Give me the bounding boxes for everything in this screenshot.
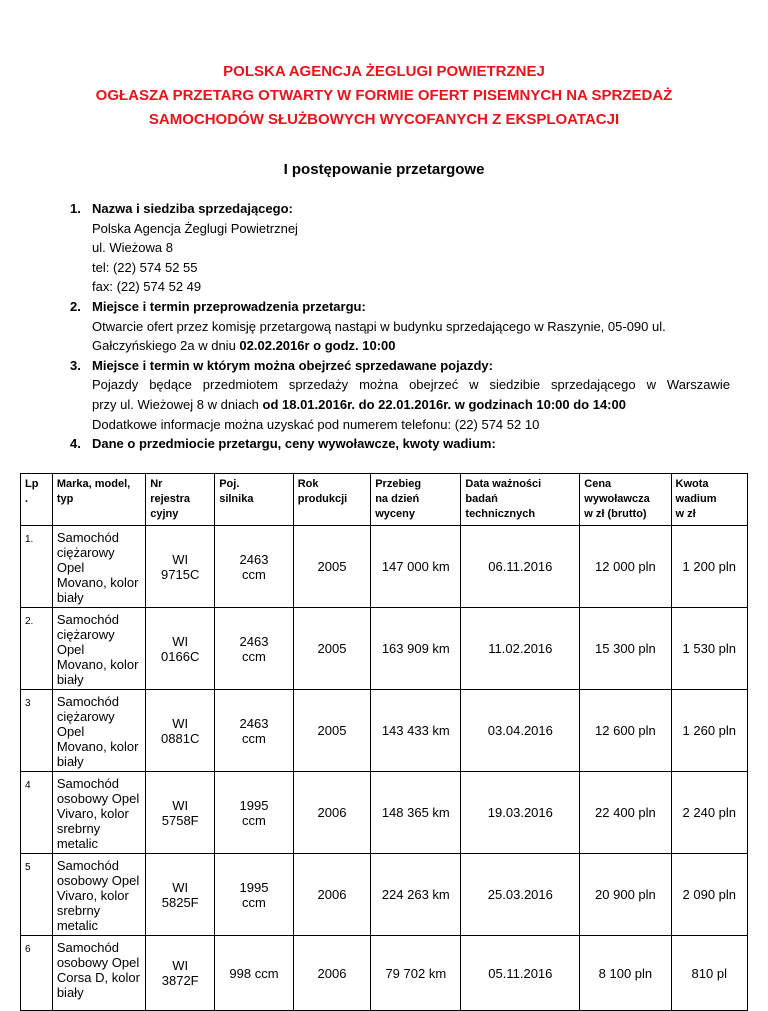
cell-engine-line: 2463 [239,715,269,731]
header-line: Rok [297,478,319,490]
cell-deposit: 810 pl [671,936,747,1011]
tender-place-date [92,336,730,356]
section-number: 2. [70,298,81,314]
cell-registration-line: WI [172,551,189,567]
cell-model-line: Samochód [56,530,119,545]
col-inspection-header [461,474,580,526]
cell-model-line: biały [56,590,84,605]
col-mileage-header [371,474,461,526]
cell-year: 2006 [293,854,370,936]
cell-engine [215,608,294,690]
cell-model-line: biały [56,985,84,1000]
cell-engine-line: ccm [242,566,266,582]
cell-mileage: 79 702 km [371,936,461,1011]
cell-mileage: 147 000 km [371,526,461,608]
cell-model-line: biały [56,672,84,687]
section-seller [70,199,730,297]
procedure-subtitle: I postępowanie przetargowe [283,161,485,178]
cell-inspection: 06.11.2016 [461,526,580,608]
cell-model-line: ciężarowy Opel [56,627,115,657]
cell-lp: 2. [21,608,53,690]
seller-fax: fax: (22) 574 52 49 [92,279,202,295]
section-heading: Nazwa i siedziba sprzedającego: [92,201,293,216]
cell-registration-line: 0166C [161,648,200,664]
cell-deposit: 2 090 pln [671,854,747,936]
tender-place-text: Otwarcie ofert przez komisję przetargową nastąpi w budynku sprzedającego w Raszynie, 05-090 ul. [92,318,666,334]
header-line: Data ważności [465,478,542,490]
header-line: wadium [675,493,717,505]
cell-engine-line: ccm [242,648,266,664]
inspection-text: Pojazdy będące przedmiotem sprzedaży można obejrzeć w siedzibie sprzedającego w Warszawie [92,377,730,393]
col-price-header [580,474,671,526]
header-line: cyjny [150,508,179,520]
cell-year: 2005 [293,526,370,608]
header-line: . [25,493,29,505]
inspection-dates [92,395,730,415]
cell-engine-line: ccm [242,730,266,746]
cell-model-line: Movano, kolor [56,739,139,754]
cell-lp: 5 [21,854,53,936]
cell-year: 2006 [293,936,370,1011]
table-row [21,526,748,608]
cell-price: 8 100 pln [580,936,671,1011]
inspection-address: przy ul. Wieżowej 8 w dniach [92,396,263,412]
cell-engine-line: 2463 [239,633,269,649]
tender-sections [70,199,730,454]
cell-registration-line: 9715C [161,566,200,582]
cell-registration [146,772,215,854]
header-line: Marka, model, typ [56,478,131,505]
cell-model-line: Samochód [56,776,119,791]
header-line: na dzień [375,493,420,505]
cell-deposit: 2 240 pln [671,772,747,854]
cell-mileage: 163 909 km [371,608,461,690]
tender-date: 02.02.2016r o godz. 10:00 [239,338,396,354]
cell-registration-line: 3872F [161,973,199,988]
table-row [21,772,748,854]
cell-model [52,936,145,1011]
cell-model [52,854,145,936]
cell-model-line: Samochód [56,694,119,709]
header-line: rejestra [150,493,190,505]
cell-model-line: srebrny metalic [56,903,101,933]
cell-model-line: osobowy Opel [56,873,140,888]
header-line: silnika [219,493,254,505]
section-items [70,434,730,454]
seller-address: ul. Wieżowa 8 [92,240,173,256]
cell-model-line: Vivaro, kolor [56,806,129,821]
cell-registration [146,854,215,936]
cell-mileage: 143 433 km [371,690,461,772]
header-line: Nr [150,478,163,490]
header-line: Kwota [675,478,709,490]
header-line: Lp [25,478,39,490]
title-line-2: OGŁASZA PRZETARG OTWARTY W FORMIE OFERT PISEMNYCH NA SPRZEDAŻ [95,87,673,104]
cell-lp: 4 [21,772,53,854]
contact-info: Dodatkowe informacje można uzyskać pod numerem telefonu: (22) 574 52 10 [92,416,540,432]
col-engine-header [215,474,294,526]
cell-model [52,526,145,608]
cell-deposit: 1 260 pln [671,690,747,772]
seller-name: Polska Agencja Żeglugi Powietrznej [92,220,298,236]
section-number: 3. [70,357,81,373]
cell-registration-line: 5825F [161,894,199,910]
section-inspection [70,356,730,434]
cell-engine [215,936,294,1011]
cell-registration [146,690,215,772]
cell-inspection: 19.03.2016 [461,772,580,854]
cell-model-line: Corsa D, kolor [56,970,140,985]
cell-model-line: Movano, kolor [56,575,139,590]
title-line-3: SAMOCHODÓW SŁUŻBOWYCH WYCOFANYCH Z EKSPLOATACJI [148,111,620,128]
header-line: w zł [675,508,696,520]
header-line: produkcji [297,493,348,505]
cell-engine [215,526,294,608]
vehicles-table [20,473,748,1011]
cell-model-line: srebrny metalic [56,821,101,851]
header-line: wyceny [375,508,415,520]
cell-engine-line: ccm [242,894,266,910]
cell-year: 2005 [293,608,370,690]
cell-deposit: 1 530 pln [671,608,747,690]
cell-inspection: 25.03.2016 [461,854,580,936]
cell-engine-line: 2463 [239,551,269,567]
col-registration-header [146,474,215,526]
cell-deposit: 1 200 pln [671,526,747,608]
cell-model-line: Samochód [56,858,119,873]
cell-engine [215,690,294,772]
cell-registration [146,526,215,608]
cell-registration-line: WI [172,879,189,895]
col-lp-header [21,474,53,526]
seller-phone: tel: (22) 574 52 55 [92,259,198,275]
cell-inspection: 03.04.2016 [461,690,580,772]
cell-price: 12 600 pln [580,690,671,772]
cell-engine-line: 998 ccm [229,965,279,981]
cell-engine-line: ccm [242,812,266,828]
cell-registration-line: 0881C [161,730,200,746]
cell-engine [215,854,294,936]
cell-model-line: biały [56,754,84,769]
section-tender-place [70,297,730,356]
cell-price: 22 400 pln [580,772,671,854]
header-line: Cena [584,478,612,490]
cell-model-line: Movano, kolor [56,657,139,672]
cell-model [52,690,145,772]
cell-engine-line: 1995 [239,797,269,813]
header-line: badań [465,493,498,505]
inspection-period: od 18.01.2016r. do 22.01.2016r. w godzinach 10:00 do 14:00 [262,396,626,412]
header-line: wywoławcza [584,493,650,505]
table-row [21,854,748,936]
header-line: Poj. [219,478,240,490]
header-line: technicznych [465,508,536,520]
cell-lp: 6 [21,936,53,1011]
cell-registration [146,936,215,1011]
cell-registration [146,608,215,690]
cell-price: 20 900 pln [580,854,671,936]
title-line-1: POLSKA AGENCJA ŻEGLUGI POWIETRZNEJ [223,63,545,80]
tender-place-address: Gałczyńskiego 2a w dniu [92,338,240,354]
cell-model-line: ciężarowy Opel [56,709,115,739]
col-model-header [52,474,145,526]
col-year-header [293,474,370,526]
section-number: 1. [70,201,81,216]
cell-lp: 1. [21,526,53,608]
cell-model-line: Samochód [56,940,119,955]
cell-model-line: osobowy Opel [56,955,140,970]
cell-model-line: Vivaro, kolor [56,888,129,903]
announcement-title [0,60,768,132]
cell-inspection: 05.11.2016 [461,936,580,1011]
header-line: Przebieg [375,478,422,490]
cell-price: 15 300 pln [580,608,671,690]
cell-model [52,772,145,854]
table-row [21,690,748,772]
section-heading: Miejsce i termin przeprowadzenia przetargu: [92,298,366,314]
cell-engine [215,772,294,854]
cell-model-line: Samochód [56,612,119,627]
cell-mileage: 148 365 km [371,772,461,854]
table-header-row [21,474,748,526]
cell-registration-line: WI [172,958,189,973]
section-heading: Miejsce i termin w którym można obejrzeć sprzedawane pojazdy: [92,357,493,373]
cell-registration-line: WI [172,797,189,813]
cell-model-line: ciężarowy Opel [56,545,115,575]
table-row [21,608,748,690]
header-line: w zł (brutto) [584,508,647,520]
table-row [21,936,748,1011]
cell-price: 12 000 pln [580,526,671,608]
col-deposit-header [671,474,747,526]
cell-model-line: osobowy Opel [56,791,140,806]
cell-year: 2005 [293,690,370,772]
section-number: 4. [70,436,81,452]
cell-registration-line: WI [172,715,189,731]
cell-registration-line: 5758F [161,812,199,828]
cell-lp: 3 [21,690,53,772]
cell-engine-line: 1995 [239,879,269,895]
cell-mileage: 224 263 km [371,854,461,936]
cell-model [52,608,145,690]
cell-inspection: 11.02.2016 [461,608,580,690]
section-heading: Dane o przedmiocie przetargu, ceny wywoławcze, kwoty wadium: [92,436,496,452]
cell-registration-line: WI [172,633,189,649]
cell-year: 2006 [293,772,370,854]
